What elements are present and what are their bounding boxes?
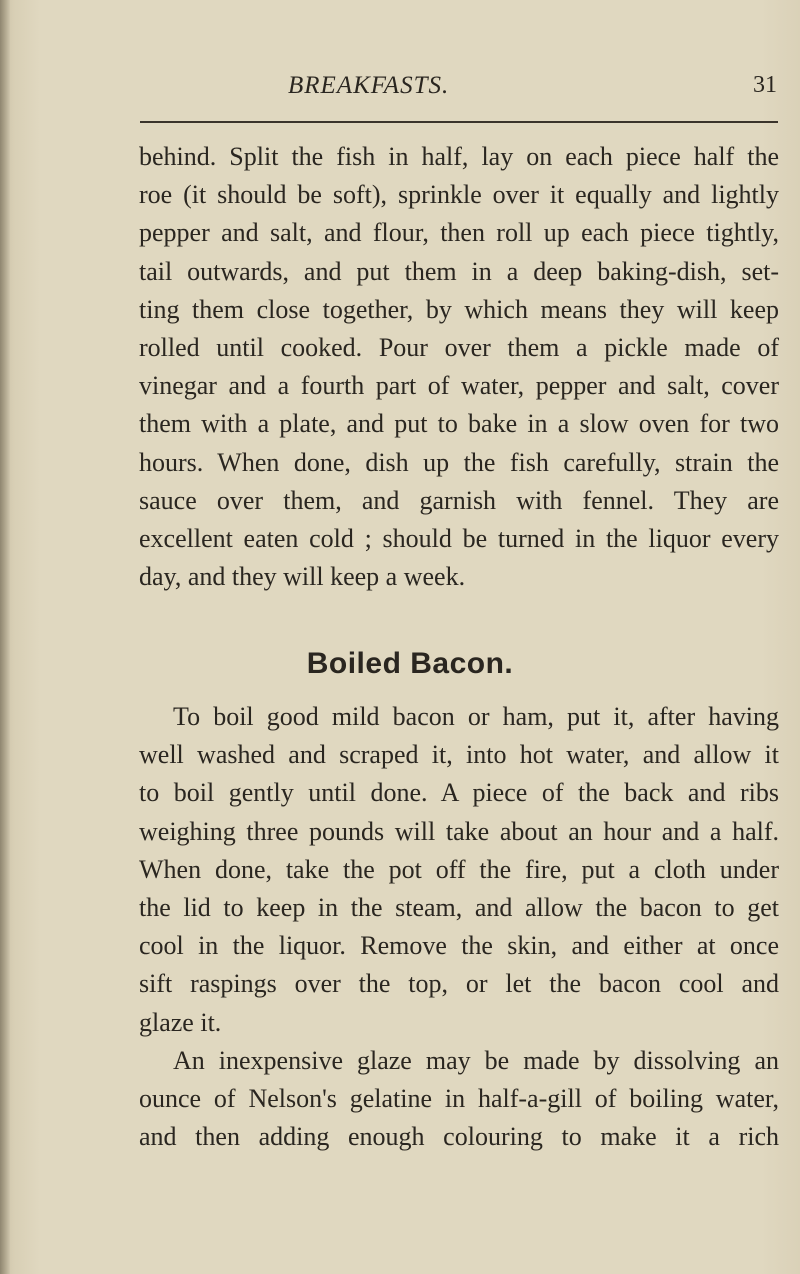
text-line: to boil gently until done. A piece of the back and ribs <box>139 778 779 808</box>
running-head: BREAKFASTS. <box>288 72 450 99</box>
text-line: weighing three pounds will take about an hour and a half. <box>139 816 779 846</box>
paragraph-fish-continued <box>139 138 779 596</box>
text-line: tail outwards, and put them in a deep baking-dish, set- <box>139 256 779 286</box>
paragraph-glaze <box>139 1042 779 1157</box>
section-heading: Boiled Bacon. <box>306 647 514 680</box>
text-line: ting them close together, by which means they will keep <box>139 294 779 324</box>
page-spine-shadow <box>0 0 10 1274</box>
text-line: An inexpensive glaze may be made by dissolving an <box>173 1046 779 1075</box>
header-rule <box>140 121 778 123</box>
paragraph-boiled-bacon <box>139 698 779 1042</box>
text-line: well washed and scraped it, into hot water, and allow it <box>139 740 779 770</box>
text-line: When done, take the pot off the fire, put a cloth under <box>139 854 779 884</box>
text-line: hours. When done, dish up the fish carefully, strain the <box>139 447 779 477</box>
text-line: sauce over them, and garnish with fennel. They are <box>139 485 779 515</box>
page-number: 31 <box>753 72 777 98</box>
text-line: them with a plate, and put to bake in a slow oven for two <box>139 409 779 439</box>
text-line: To boil good mild bacon or ham, put it, after having <box>173 702 779 731</box>
text-line: ounce of Nelson's gelatine in half-a-gill of boiling water, <box>139 1084 779 1114</box>
text-line: the lid to keep in the steam, and allow the bacon to get <box>139 893 779 923</box>
text-line: and then adding enough colouring to make it a rich <box>139 1122 779 1152</box>
text-line: rolled until cooked. Pour over them a pickle made of <box>139 333 779 363</box>
text-line: sift raspings over the top, or let the bacon cool and <box>139 969 779 999</box>
text-line: pepper and salt, and flour, then roll up each piece tightly, <box>139 218 779 248</box>
text-line: behind. Split the fish in half, lay on each piece half the <box>139 142 779 171</box>
text-line: day, and they will keep a week. <box>139 562 466 592</box>
text-line: roe (it should be soft), sprinkle over it equally and lightly <box>139 180 779 210</box>
text-line: excellent eaten cold ; should be turned in the liquor every <box>139 524 779 554</box>
text-line: glaze it. <box>139 1007 222 1037</box>
text-line: cool in the liquor. Remove the skin, and either at once <box>139 931 779 961</box>
text-line: vinegar and a fourth part of water, pepper and salt, cover <box>139 371 779 401</box>
